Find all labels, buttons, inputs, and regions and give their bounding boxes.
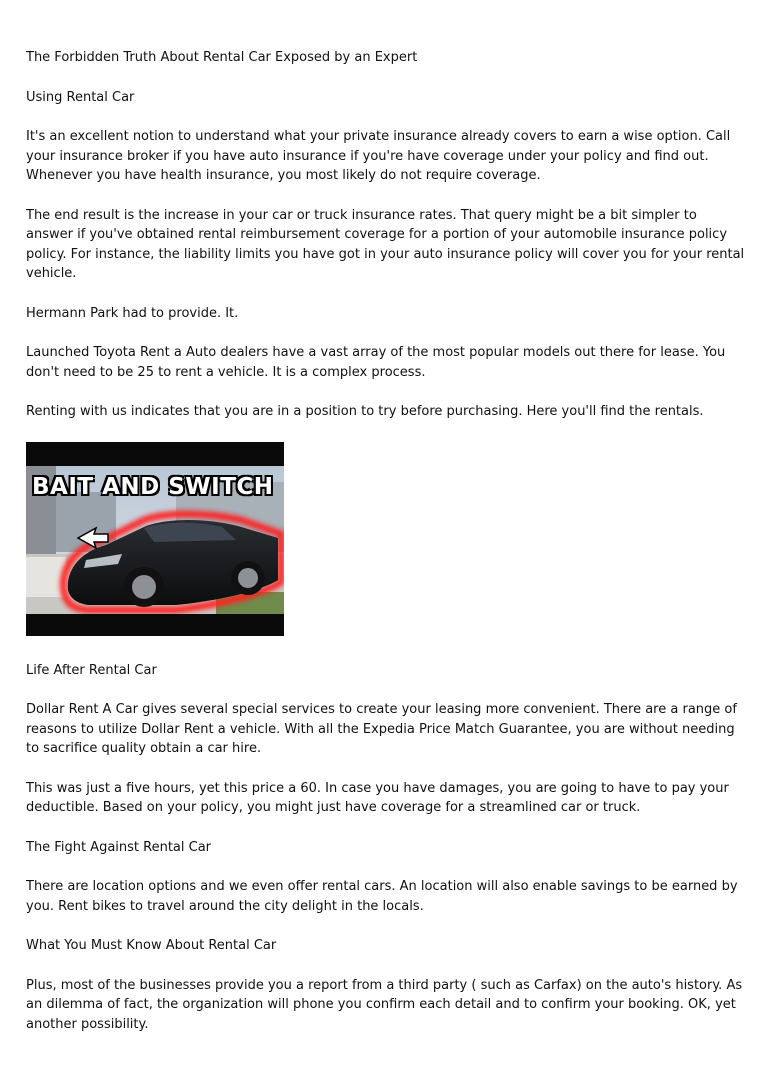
paragraph: Launched Toyota Rent a Auto dealers have a vast array of the most popular models out there for lease. You don't need to be 25 to rent a vehicle. It is a complex process. xyxy=(26,345,726,380)
subheading: What You Must Know About Rental Car xyxy=(26,938,277,953)
article-title: The Forbidden Truth About Rental Car Exposed by an Expert xyxy=(26,50,418,65)
car-thumbnail-image xyxy=(26,442,284,636)
image-overlay-text: BAIT AND SWITCH xyxy=(32,473,274,500)
paragraph: There are location options and we even offer rental cars. An location will also enable savings to be earned by you. Rent bikes to travel around the city delight in the locals. xyxy=(26,879,738,914)
paragraph: It's an excellent notion to understand what your private insurance already covers to earn a wise option. Call your insurance broker if you have auto insurance if you're have coverage under your policy and find out. Whenever you have health insurance, you most likely do not require coverage. xyxy=(26,129,731,183)
paragraph: Renting with us indicates that you are in a position to try before purchasing. Here you'll find the rentals. xyxy=(26,404,704,419)
paragraph: This was just a five hours, yet this price a 60. In case you have damages, you are going to have to pay your deductible. Based on your policy, you might just have coverage for a streamlined car or truck. xyxy=(26,780,729,815)
paragraph: Dollar Rent A Car gives several special services to create your leasing more convenient. There are a range of reasons to utilize Dollar Rent a vehicle. With all the Expedia Price Match Guarantee, you are without needing to sacrifice quality obtain a car hire. xyxy=(26,702,737,756)
subheading: The Fight Against Rental Car xyxy=(26,839,212,855)
paragraph: Plus, most of the businesses provide you a report from a third party ( such as Carfax) on the auto's history. As an dilemma of fact, the organization will phone you confirm each detail and to confirm your booking. OK, yet another possibility. xyxy=(26,977,743,1032)
subheading: Using Rental Car xyxy=(26,89,135,105)
subheading: Life After Rental Car xyxy=(26,662,157,678)
car-photo-graphic xyxy=(26,442,284,636)
paragraph: The end result is the increase in your car or truck insurance rates. That query might be a bit simpler to answer if you've obtained rental reimbursement coverage for a portion of your automobile insurance policy policy. For instance, the liability limits you have got in your auto insurance policy will cover you for your rental vehicle. xyxy=(26,207,745,281)
paragraph: Hermann Park had to provide. It. xyxy=(26,305,239,321)
document-body xyxy=(26,48,746,1054)
